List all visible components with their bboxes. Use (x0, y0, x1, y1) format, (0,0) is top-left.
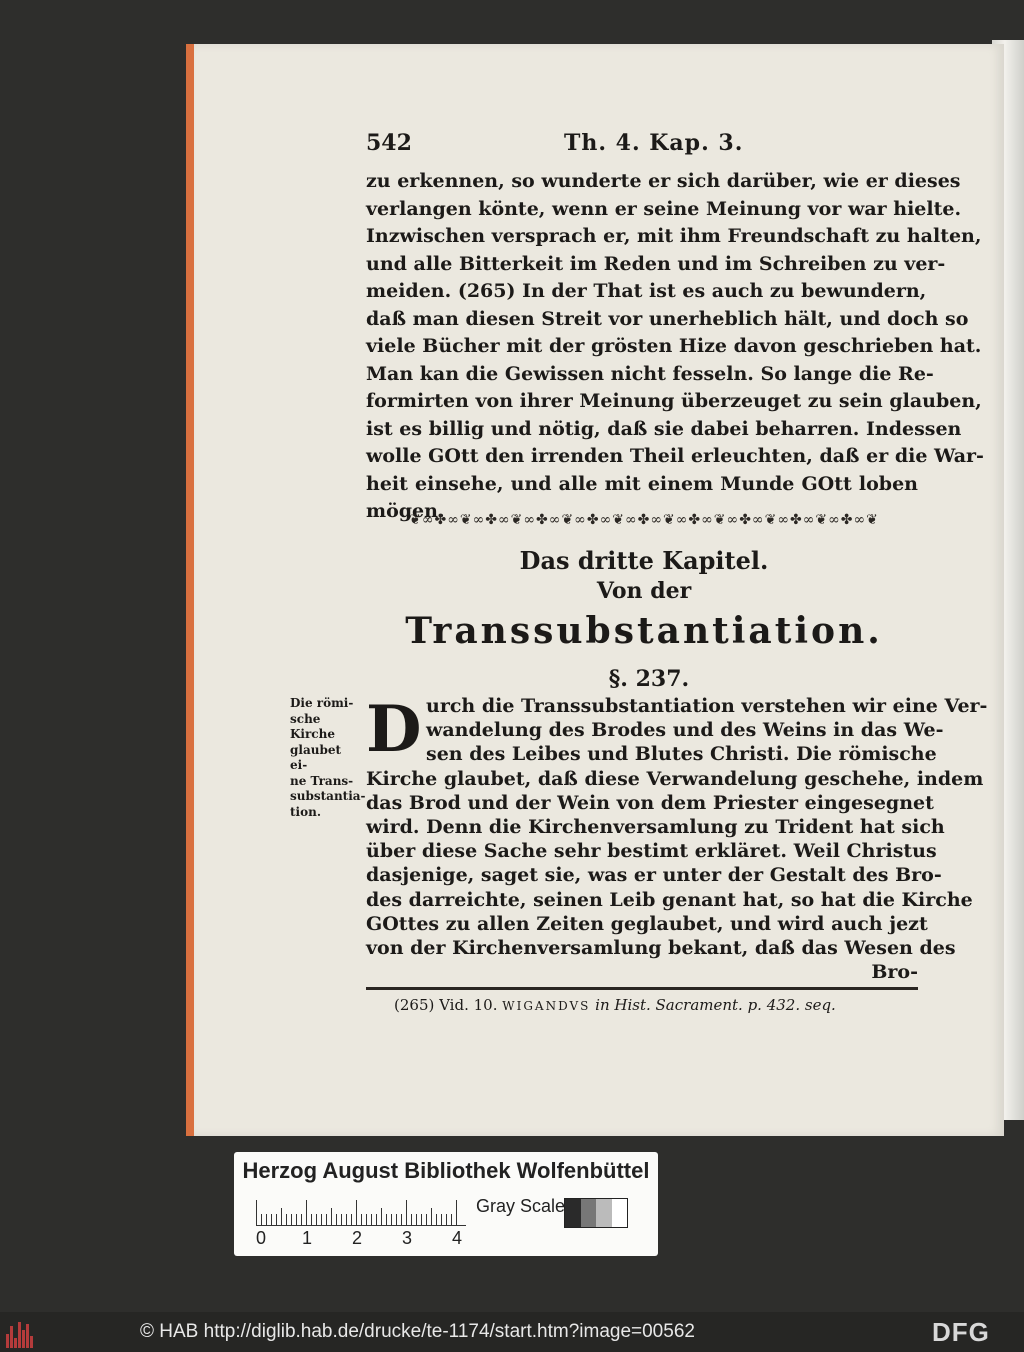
ruler-number: 4 (452, 1228, 463, 1248)
margin-note-line: substantia- (290, 789, 366, 803)
ruler-tick (411, 1214, 412, 1226)
section-paragraph (366, 694, 988, 984)
ruler-number: 0 (256, 1228, 267, 1248)
body-paragraph (366, 168, 984, 526)
ruler-tick (291, 1214, 292, 1226)
text-line: viele Bücher mit der grösten Hize davon geschrieben hat. (366, 335, 982, 357)
hab-logo-icon[interactable] (6, 1316, 38, 1348)
text-line: verlangen könte, wenn er seine Meinung vor war hielte. (366, 197, 962, 220)
gray-swatch-mid (581, 1199, 597, 1227)
ruler-tick (296, 1214, 297, 1226)
margin-note-line: tion. (290, 804, 322, 819)
ruler-tick (401, 1214, 402, 1226)
ruler-tick (261, 1214, 262, 1226)
text-line: urch die Transsubstantiation verstehen wir eine Ver- (426, 695, 988, 717)
drop-cap: D (366, 692, 422, 767)
gray-swatch-white (612, 1199, 628, 1227)
text-line: heit einsehe, und alle mit einem Munde GOtt loben (366, 472, 918, 495)
ruler-tick (416, 1214, 417, 1226)
ruler-tick (381, 1208, 382, 1226)
text-line: wandelung des Brodes und des Weins in das We- (426, 719, 944, 742)
ruler-number: 2 (352, 1228, 363, 1248)
ruler-tick (441, 1214, 442, 1226)
gray-swatch-light (596, 1199, 612, 1227)
text-line: und alle Bitterkeit im Reden und im Schreiben zu ver- (366, 252, 946, 275)
ruler-tick (361, 1214, 362, 1226)
ruler-number: 3 (402, 1228, 413, 1248)
catchword: Bro- (871, 961, 918, 984)
ruler-labels (256, 1228, 486, 1248)
ruler-tick (431, 1208, 432, 1226)
ruler-tick (396, 1214, 397, 1226)
margin-note (290, 696, 366, 820)
chapter-von: Von der (596, 578, 692, 604)
ruler-tick (286, 1214, 287, 1226)
ruler-number: 1 (302, 1228, 313, 1248)
ruler-tick (356, 1200, 357, 1226)
gray-scale-swatch (564, 1198, 628, 1228)
text-line: dasjenige, saget sie, was er unter der Gestalt des Bro- (366, 864, 942, 887)
book-page (186, 44, 1004, 1136)
text-line: mögen. (366, 500, 445, 522)
ruler-tick (321, 1214, 322, 1226)
text-line: ist es billig und nötig, daß sie dabei beharren. Indessen (366, 417, 962, 440)
ruler-tick (266, 1214, 267, 1226)
ruler-tick (331, 1208, 332, 1226)
ruler-tick (306, 1200, 307, 1226)
page-number: 542 (366, 130, 412, 156)
ruler-tick (276, 1214, 277, 1226)
footnote-reference: in Hist. Sacrament. p. 432. seq. (595, 996, 836, 1014)
ruler-tick (336, 1214, 337, 1226)
ruler-tick (351, 1214, 352, 1226)
text-line: formirten von ihrer Meinung überzeuget zu sein glauben, (366, 390, 982, 412)
ruler-tick (436, 1214, 437, 1226)
gray-scale-label: Gray Scale (476, 1196, 566, 1216)
ruler-tick (406, 1200, 407, 1226)
ruler-tick (421, 1214, 422, 1226)
ruler-tick (371, 1214, 372, 1226)
ruler-tick (366, 1214, 367, 1226)
ruler-tick (311, 1214, 312, 1226)
gray-swatch-black (565, 1199, 581, 1227)
ruler-tick (301, 1214, 302, 1226)
text-line: wird. Denn die Kirchenversamlung zu Trident hat sich (366, 816, 945, 839)
ruler-tick (316, 1214, 317, 1226)
ruler-tick (326, 1214, 327, 1226)
text-line: meiden. (265) In der That ist es auch zu bewundern, (366, 280, 927, 302)
text-line: von der Kirchenversamlung bekant, daß das Wesen des (366, 937, 956, 960)
source-url-link[interactable]: © HAB http://diglib.hab.de/drucke/te-1174/start.htm?image=00562 (140, 1321, 695, 1342)
chapter-title: Das dritte Kapitel. (519, 546, 769, 575)
ruler-tick (451, 1214, 452, 1226)
ruler-tick (446, 1214, 447, 1226)
text-line: wolle GOtt den irrenden Theil erleuchten, daß er die War- (366, 445, 984, 467)
text-line: Inzwischen versprach er, mit ihm Freundschaft zu halten, (366, 225, 982, 247)
library-name: Herzog August Bibliothek Wolfenbüttel (242, 1158, 650, 1183)
margin-note-line: ne Trans- (290, 773, 354, 788)
margin-note-line: sche Kirche (290, 711, 335, 741)
footer-bar (0, 1312, 1024, 1352)
text-line: daß man diesen Streit vor unerheblich hält, und doch so (366, 307, 969, 330)
ruler-tick (341, 1214, 342, 1226)
ruler-tick (391, 1214, 392, 1226)
ruler-tick (456, 1200, 457, 1226)
ornament-divider: ❦∞✤∞❦∞✤∞❦∞✤∞❦∞✤∞❦∞✤∞❦∞✤∞❦∞✤∞❦∞✤∞❦∞✤∞❦ (409, 512, 879, 528)
text-line: zu erkennen, so wunderte er sich darüber, wie er dieses (366, 170, 961, 192)
footnote-number: (265) Vid. 10. (394, 996, 498, 1014)
margin-note-line: glaubet ei- (290, 742, 342, 772)
ruler-tick (426, 1214, 427, 1226)
text-line: über diese Sache sehr bestimt erkläret. Weil Christus (366, 840, 937, 863)
footnote (394, 996, 914, 1014)
text-line: das Brod und der Wein von dem Priester eingesegnet (366, 791, 934, 814)
ruler-tick (376, 1214, 377, 1226)
running-head: Th. 4. Kap. 3. (564, 130, 744, 156)
text-line: des darreichte, seinen Leib genant hat, so hat die Kirche (366, 888, 973, 911)
dfg-logo[interactable]: DFG (932, 1317, 990, 1347)
ruler-tick (281, 1208, 282, 1226)
text-line: GOttes zu allen Zeiten geglaubet, und wird auch jezt (366, 912, 928, 935)
ruler-tick (256, 1200, 257, 1226)
text-line: sen des Leibes und Blutes Christi. Die römische (426, 743, 937, 766)
ruler-tick (386, 1214, 387, 1226)
ruler-tick (346, 1214, 347, 1226)
footnote-author: WIGANDVS (502, 999, 591, 1013)
section-number: §. 237. (608, 666, 690, 692)
text-line: Man kan die Gewissen nicht fesseln. So lange die Re- (366, 362, 934, 385)
library-label-card (234, 1152, 658, 1256)
ruler-tick (271, 1214, 272, 1226)
chapter-subject: Transsubstantiation. (405, 610, 883, 652)
margin-note-line: Die römi- (290, 696, 354, 710)
text-line: Kirche glaubet, daß diese Verwandelung geschehe, indem (366, 767, 984, 790)
footnote-rule (366, 987, 918, 990)
ruler-scale (256, 1196, 466, 1226)
